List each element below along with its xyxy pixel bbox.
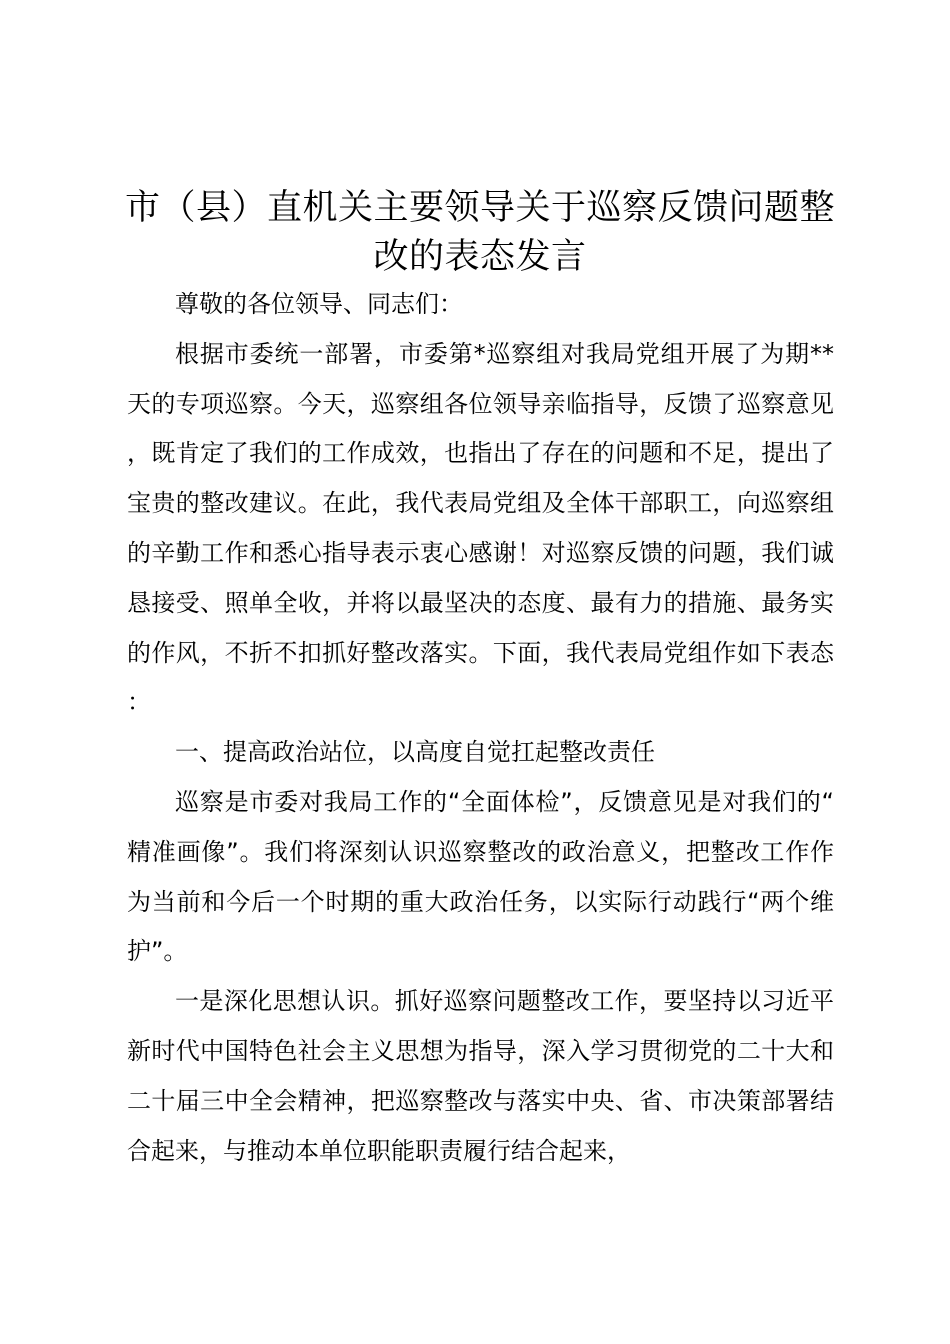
- point-paragraph: 一是深化思想认识。抓好巡察问题整改工作，要坚持以习近平新时代中国特色社会主义思想为指导，深入学习贯彻党的二十大和二十届三中全会精神，把巡察整改与落实中央、省、市决策部署结合起来，与推动本单位职能职责履行结合起来，: [127, 987, 834, 1165]
- section-heading: 一、提高政治站位，以高度自觉扛起整改责任: [175, 738, 655, 767]
- intro-paragraph: 根据市委统一部署，市委第*巡察组对我局党组开展了为期**天的专项巡察。今天，巡察组各位领导亲临指导，反馈了巡察意见，既肯定了我们的工作成效，也指出了存在的问题和不足，提出了宝贵的整改建议。在此，我代表局党组及全体干部职工，向巡察组的辛勤工作和悉心指导表示衷心感谢！对巡察反馈的问题，我们诚恳接受、照单全收，并将以最坚决的态度、最有力的措施、最务实的作风，不折不扣抓好整改落实。下面，我代表局党组作如下表态：: [127, 339, 834, 717]
- document-body: [127, 280, 834, 1176]
- salutation-paragraph: 尊敬的各位领导、同志们：: [175, 290, 463, 318]
- section-paragraph: 巡察是市委对我局工作的“全面体检”，反馈意见是对我们的“精准画像”。我们将深刻认识巡察整改的政治意义，把整改工作作为当前和今后一个时期的重大政治任务，以实际行动践行“两个维护”。: [127, 787, 834, 966]
- document-title: 市（县）直机关主要领导关于巡察反馈问题整改的表态发言: [124, 188, 835, 277]
